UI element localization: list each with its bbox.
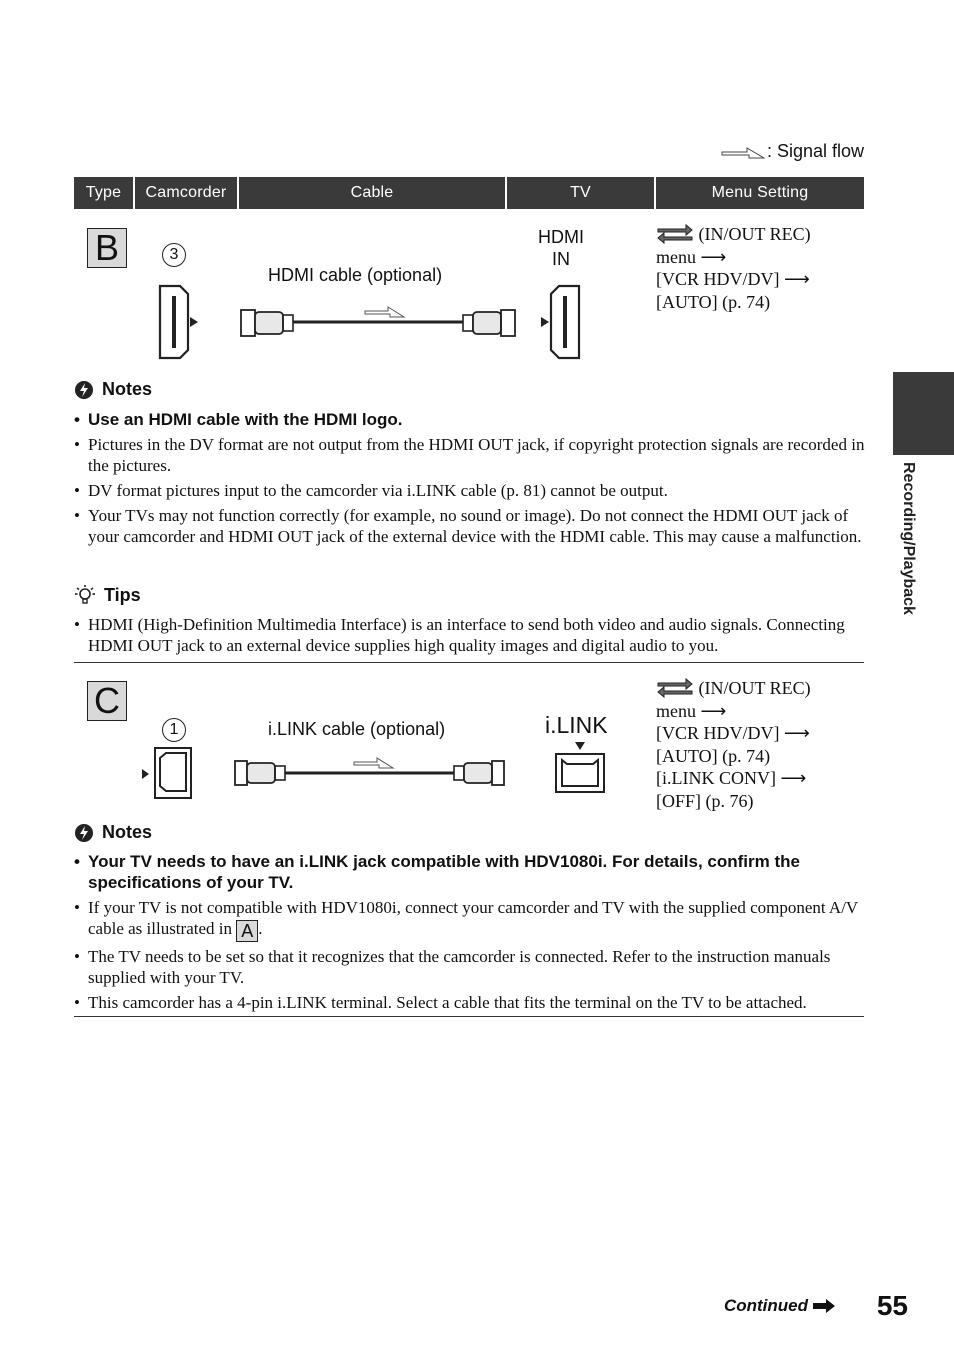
note-item: • Your TVs may not function correctly (for example, no sound or image). Do not connect the HDMI OUT jack of your camcorder and HDMI OUT jack of the external device with the HDMI cable. This may cause a malfunction. xyxy=(74,505,874,547)
ilink-cable-icon xyxy=(232,754,514,792)
note-item: • DV format pictures input to the camcorder via i.LINK cable (p. 81) cannot be output. xyxy=(74,480,874,501)
jack-number-3: 3 xyxy=(162,243,186,267)
arrow-right-icon: ⟶ xyxy=(780,768,807,788)
in-out-rec-icon xyxy=(656,222,694,244)
ilink-cable-label: i.LINK cable (optional) xyxy=(268,719,446,739)
header-type: Type xyxy=(74,177,133,209)
section-divider xyxy=(74,662,864,663)
hdmi-cable-label: HDMI cable (optional) xyxy=(268,265,443,285)
type-badge-b: B xyxy=(87,228,127,268)
notes-heading-b xyxy=(74,379,152,400)
signal-flow-legend xyxy=(721,141,864,162)
note-item: • Your TV needs to have an i.LINK jack compatible with HDV1080i. For details, confirm the specifications of your TV. xyxy=(74,851,874,893)
tips-heading xyxy=(74,584,141,606)
signal-flow-arrow-icon xyxy=(721,144,765,160)
notes-list-b xyxy=(74,409,874,551)
connection-table-header xyxy=(74,177,864,209)
note-text: If your TV is not compatible with HDV1080i, connect your camcorder and TV with the supplied component A/V cable as illustrated in xyxy=(88,898,858,938)
side-tab-label xyxy=(895,462,919,642)
notes-heading-c xyxy=(74,822,152,843)
ilink-in-jack-icon xyxy=(552,740,610,796)
type-badge-c: C xyxy=(87,681,127,721)
hdmi-in-label-line2: IN xyxy=(552,249,570,269)
hdmi-in-label xyxy=(535,226,587,270)
note-item: • Use an HDMI cable with the HDMI logo. xyxy=(74,409,874,430)
header-camcorder: Camcorder xyxy=(135,177,237,209)
arrow-right-icon: ⟶ xyxy=(700,700,727,721)
side-tab-label-text: Recording/Playback xyxy=(900,462,917,615)
arrow-right-icon: ⟶ xyxy=(784,269,810,289)
hdmi-out-jack-icon xyxy=(150,280,210,366)
tip-item: • HDMI (High-Definition Multimedia Interface) is an interface to send both video and audio signals. Connecting HDMI OUT jack to an external device supplies high quality images and digital audio to you. xyxy=(74,614,874,656)
menu-setting-b xyxy=(656,222,811,313)
note-item: • Pictures in the DV format are not output from the HDMI OUT jack, if copyright protection signals are recorded in the pictures. xyxy=(74,434,874,476)
menu-b-line-2: menu xyxy=(656,246,696,267)
menu-c-line-6: [OFF] (p. 76) xyxy=(656,790,754,811)
jack-number-1: 1 xyxy=(162,718,186,742)
notes-list-c xyxy=(74,851,874,1017)
note-item xyxy=(74,897,874,942)
menu-b-line-3: [VCR HDV/DV] xyxy=(656,269,780,289)
menu-c-line-3: [VCR HDV/DV] xyxy=(656,723,780,743)
notes-icon xyxy=(74,380,94,400)
page-number: 55 xyxy=(876,1290,908,1321)
menu-setting-c xyxy=(656,676,811,812)
menu-c-line-4: [AUTO] (p. 74) xyxy=(656,745,771,766)
notes-icon xyxy=(74,823,94,843)
header-menu-setting: Menu Setting xyxy=(656,177,864,209)
menu-c-line-1: (IN/OUT REC) xyxy=(698,678,811,698)
arrow-right-icon: ⟶ xyxy=(700,246,727,267)
in-out-rec-icon xyxy=(656,676,694,698)
signal-flow-label: : Signal flow xyxy=(766,141,864,161)
menu-b-line-1: (IN/OUT REC) xyxy=(698,224,811,244)
tips-heading-text: Tips xyxy=(104,584,141,605)
menu-c-line-5: [i.LINK CONV] xyxy=(656,768,776,788)
continued-label: Continued xyxy=(723,1296,808,1315)
menu-c-line-2: menu xyxy=(656,700,696,721)
ilink-out-jack-icon xyxy=(136,745,198,803)
continued-indicator xyxy=(724,1296,836,1316)
arrow-right-icon: ⟶ xyxy=(784,723,810,743)
notes-heading-text: Notes xyxy=(102,379,153,399)
hdmi-in-jack-icon xyxy=(537,280,597,366)
lightbulb-icon xyxy=(74,584,96,606)
ilink-tv-label: i.LINK xyxy=(545,712,608,738)
note-item: • This camcorder has a 4-pin i.LINK terminal. Select a cable that fits the terminal on the TV to be attached. xyxy=(74,992,874,1013)
side-tab-marker xyxy=(893,372,954,455)
arrow-right-icon xyxy=(812,1298,836,1314)
menu-b-line-4: [AUTO] (p. 74) xyxy=(656,291,771,312)
hdmi-in-label-line1: HDMI xyxy=(538,227,584,247)
note-text: . xyxy=(258,919,263,938)
tips-list xyxy=(74,614,874,660)
hdmi-cable-icon xyxy=(238,303,518,343)
type-badge-a-inline: A xyxy=(236,920,258,942)
note-item: • The TV needs to be set so that it recognizes that the camcorder is connected. Refer to the instruction manuals supplied with your TV. xyxy=(74,946,874,988)
section-divider xyxy=(74,1016,864,1017)
notes-heading-text: Notes xyxy=(102,822,153,842)
header-tv: TV xyxy=(507,177,654,209)
header-cable: Cable xyxy=(239,177,505,209)
